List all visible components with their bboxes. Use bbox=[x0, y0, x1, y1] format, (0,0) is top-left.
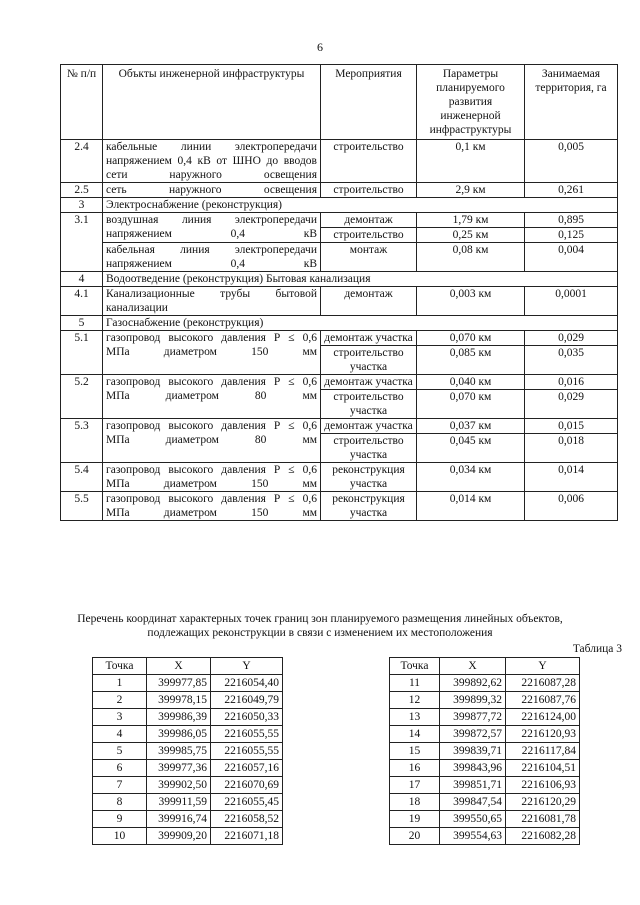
measure: строительство bbox=[321, 228, 417, 243]
table-row bbox=[93, 675, 283, 692]
row-number: 5 bbox=[61, 316, 103, 331]
measure: монтаж bbox=[321, 243, 417, 272]
header-measure: Мероприятия bbox=[321, 65, 417, 140]
row-number: 5.5 bbox=[61, 492, 103, 521]
point-number: 12 bbox=[390, 692, 440, 709]
area-value: 0,029 bbox=[525, 331, 618, 346]
header-parameters: Параметры планируемого развития инженерной инфраструктуры bbox=[417, 65, 525, 140]
object-name: кабельные линии электропередачи напряжением 0,4 кВ от ШНО до вводов сети наружного освещения bbox=[103, 140, 321, 183]
table-row bbox=[93, 777, 283, 794]
area-value: 0,029 bbox=[525, 390, 618, 419]
row-number: 5.2 bbox=[61, 375, 103, 419]
y-coordinate: 2216058,52 bbox=[211, 811, 283, 828]
y-coordinate: 2216087,76 bbox=[506, 692, 580, 709]
measure: демонтаж bbox=[321, 287, 417, 316]
row-number: 5.4 bbox=[61, 463, 103, 492]
object-name: воздушная линия электропередачи напряжением 0,4 кВ bbox=[103, 213, 321, 243]
parameter-value: 0,034 км bbox=[417, 463, 525, 492]
table-row bbox=[93, 811, 283, 828]
table-row bbox=[390, 760, 580, 777]
y-coordinate: 2216055,45 bbox=[211, 794, 283, 811]
x-coordinate: 399909,20 bbox=[147, 828, 211, 845]
point-number: 9 bbox=[93, 811, 147, 828]
point-number: 19 bbox=[390, 811, 440, 828]
y-coordinate: 2216055,55 bbox=[211, 726, 283, 743]
table-row bbox=[61, 183, 618, 198]
y-coordinate: 2216087,28 bbox=[506, 675, 580, 692]
point-number: 5 bbox=[93, 743, 147, 760]
point-number: 16 bbox=[390, 760, 440, 777]
table-row bbox=[61, 492, 618, 521]
y-coordinate: 2216124,00 bbox=[506, 709, 580, 726]
area-value: 0,018 bbox=[525, 434, 618, 463]
x-coordinate: 399916,74 bbox=[147, 811, 211, 828]
area-value: 0,005 bbox=[525, 140, 618, 183]
table-header-row bbox=[390, 658, 580, 675]
parameter-value: 0,1 км bbox=[417, 140, 525, 183]
header-x: X bbox=[147, 658, 211, 675]
point-number: 13 bbox=[390, 709, 440, 726]
section-row bbox=[61, 316, 618, 331]
table-row bbox=[390, 743, 580, 760]
measure: реконструкция участка bbox=[321, 463, 417, 492]
area-value: 0,014 bbox=[525, 463, 618, 492]
x-coordinate: 399977,85 bbox=[147, 675, 211, 692]
x-coordinate: 399986,05 bbox=[147, 726, 211, 743]
x-coordinate: 399550,65 bbox=[440, 811, 506, 828]
table-row bbox=[61, 419, 618, 434]
point-number: 18 bbox=[390, 794, 440, 811]
y-coordinate: 2216071,18 bbox=[211, 828, 283, 845]
table-row bbox=[390, 828, 580, 845]
y-coordinate: 2216050,33 bbox=[211, 709, 283, 726]
x-coordinate: 399977,36 bbox=[147, 760, 211, 777]
object-name: кабельная линия электропередачи напряжением 0,4 кВ bbox=[103, 243, 321, 272]
measure: строительство участка bbox=[321, 346, 417, 375]
object-name: газопровод высокого давления Р ≤ 0,6 МПа диаметром 150 мм bbox=[103, 463, 321, 492]
parameter-value: 0,003 км bbox=[417, 287, 525, 316]
header-x: X bbox=[440, 658, 506, 675]
table-row bbox=[93, 709, 283, 726]
x-coordinate: 399892,62 bbox=[440, 675, 506, 692]
row-number: 5.3 bbox=[61, 419, 103, 463]
table-row bbox=[93, 794, 283, 811]
parameter-value: 2,9 км bbox=[417, 183, 525, 198]
x-coordinate: 399978,15 bbox=[147, 692, 211, 709]
object-name: Канализационные трубы бытовой канализации bbox=[103, 287, 321, 316]
row-number: 3.1 bbox=[61, 213, 103, 272]
table-3-label: Таблица 3 bbox=[572, 643, 622, 655]
parameter-value: 0,037 км bbox=[417, 419, 525, 434]
row-number: 5.1 bbox=[61, 331, 103, 375]
section-title: Газоснабжение (реконструкция) bbox=[103, 316, 618, 331]
table-row bbox=[93, 743, 283, 760]
header-object: Объкты инженерной инфраструктуры bbox=[103, 65, 321, 140]
area-value: 0,895 bbox=[525, 213, 618, 228]
point-number: 3 bbox=[93, 709, 147, 726]
measure: строительство bbox=[321, 140, 417, 183]
section-title: Водоотведение (реконструкция) Бытовая канализация bbox=[103, 272, 618, 287]
table-row bbox=[61, 287, 618, 316]
table-row bbox=[61, 243, 618, 272]
object-name: газопровод высокого давления Р ≤ 0,6 МПа диаметром 80 мм bbox=[103, 419, 321, 463]
table-row bbox=[390, 709, 580, 726]
x-coordinate: 399985,75 bbox=[147, 743, 211, 760]
table-row bbox=[93, 828, 283, 845]
measure: демонтаж участка bbox=[321, 375, 417, 390]
y-coordinate: 2216070,69 bbox=[211, 777, 283, 794]
x-coordinate: 399902,50 bbox=[147, 777, 211, 794]
table-row bbox=[61, 331, 618, 346]
point-number: 1 bbox=[93, 675, 147, 692]
table-header-row bbox=[93, 658, 283, 675]
y-coordinate: 2216120,29 bbox=[506, 794, 580, 811]
table-row bbox=[390, 811, 580, 828]
x-coordinate: 399839,71 bbox=[440, 743, 506, 760]
y-coordinate: 2216120,93 bbox=[506, 726, 580, 743]
object-name: газопровод высокого давления Р ≤ 0,6 МПа диаметром 150 мм bbox=[103, 492, 321, 521]
table-row bbox=[390, 777, 580, 794]
table-row bbox=[93, 726, 283, 743]
measure: строительство bbox=[321, 183, 417, 198]
coordinates-caption: Перечень координат характерных точек границ зон планируемого размещения линейных объектов, подлежащих реконструкции в связи с изменением их местоположения bbox=[77, 613, 563, 639]
section-title: Электроснабжение (реконструкция) bbox=[103, 198, 618, 213]
parameter-value: 0,014 км bbox=[417, 492, 525, 521]
y-coordinate: 2216081,78 bbox=[506, 811, 580, 828]
y-coordinate: 2216057,16 bbox=[211, 760, 283, 777]
row-number: 4.1 bbox=[61, 287, 103, 316]
point-number: 4 bbox=[93, 726, 147, 743]
y-coordinate: 2216104,51 bbox=[506, 760, 580, 777]
measure: реконструкция участка bbox=[321, 492, 417, 521]
y-coordinate: 2216049,79 bbox=[211, 692, 283, 709]
y-coordinate: 2216054,40 bbox=[211, 675, 283, 692]
x-coordinate: 399872,57 bbox=[440, 726, 506, 743]
table-header-row bbox=[61, 65, 618, 140]
object-name: сеть наружного освещения bbox=[103, 183, 321, 198]
parameter-value: 0,25 км bbox=[417, 228, 525, 243]
point-number: 6 bbox=[93, 760, 147, 777]
y-coordinate: 2216106,93 bbox=[506, 777, 580, 794]
infrastructure-table bbox=[60, 64, 618, 521]
x-coordinate: 399899,32 bbox=[440, 692, 506, 709]
measure: строительство участка bbox=[321, 390, 417, 419]
measure: демонтаж bbox=[321, 213, 417, 228]
x-coordinate: 399847,54 bbox=[440, 794, 506, 811]
x-coordinate: 399986,39 bbox=[147, 709, 211, 726]
y-coordinate: 2216082,28 bbox=[506, 828, 580, 845]
x-coordinate: 399851,71 bbox=[440, 777, 506, 794]
point-number: 14 bbox=[390, 726, 440, 743]
area-value: 0,035 bbox=[525, 346, 618, 375]
parameter-value: 1,79 км bbox=[417, 213, 525, 228]
point-number: 15 bbox=[390, 743, 440, 760]
x-coordinate: 399843,96 bbox=[440, 760, 506, 777]
y-coordinate: 2216117,84 bbox=[506, 743, 580, 760]
header-y: Y bbox=[506, 658, 580, 675]
parameter-value: 0,070 км bbox=[417, 331, 525, 346]
table-row bbox=[61, 213, 618, 228]
header-number: № п/п bbox=[61, 65, 103, 140]
table-row bbox=[61, 375, 618, 390]
area-value: 0,0001 bbox=[525, 287, 618, 316]
row-number: 3 bbox=[61, 198, 103, 213]
header-y: Y bbox=[211, 658, 283, 675]
x-coordinate: 399911,59 bbox=[147, 794, 211, 811]
area-value: 0,015 bbox=[525, 419, 618, 434]
measure: демонтаж участка bbox=[321, 419, 417, 434]
parameter-value: 0,045 км bbox=[417, 434, 525, 463]
table-row bbox=[93, 692, 283, 709]
x-coordinate: 399877,72 bbox=[440, 709, 506, 726]
row-number: 4 bbox=[61, 272, 103, 287]
area-value: 0,006 bbox=[525, 492, 618, 521]
area-value: 0,261 bbox=[525, 183, 618, 198]
section-row bbox=[61, 198, 618, 213]
page-number: 6 bbox=[317, 40, 323, 54]
x-coordinate: 399554,63 bbox=[440, 828, 506, 845]
area-value: 0,016 bbox=[525, 375, 618, 390]
measure: демонтаж участка bbox=[321, 331, 417, 346]
table-row bbox=[61, 463, 618, 492]
point-number: 7 bbox=[93, 777, 147, 794]
point-number: 17 bbox=[390, 777, 440, 794]
section-row bbox=[61, 272, 618, 287]
header-point: Точка bbox=[93, 658, 147, 675]
point-number: 2 bbox=[93, 692, 147, 709]
point-number: 20 bbox=[390, 828, 440, 845]
measure: строительство участка bbox=[321, 434, 417, 463]
header-point: Точка bbox=[390, 658, 440, 675]
object-name: газопровод высокого давления Р ≤ 0,6 МПа диаметром 80 мм bbox=[103, 375, 321, 419]
parameter-value: 0,08 км bbox=[417, 243, 525, 272]
table-row bbox=[93, 760, 283, 777]
table-row bbox=[61, 140, 618, 183]
row-number: 2.5 bbox=[61, 183, 103, 198]
coordinates-table-right bbox=[389, 657, 580, 845]
table-row bbox=[390, 675, 580, 692]
table-row bbox=[390, 692, 580, 709]
header-area: Занимаемая территория, га bbox=[525, 65, 618, 140]
table-row bbox=[390, 726, 580, 743]
parameter-value: 0,040 км bbox=[417, 375, 525, 390]
parameter-value: 0,085 км bbox=[417, 346, 525, 375]
coordinates-table-left bbox=[92, 657, 283, 845]
parameter-value: 0,070 км bbox=[417, 390, 525, 419]
object-name: газопровод высокого давления Р ≤ 0,6 МПа диаметром 150 мм bbox=[103, 331, 321, 375]
point-number: 10 bbox=[93, 828, 147, 845]
area-value: 0,125 bbox=[525, 228, 618, 243]
point-number: 11 bbox=[390, 675, 440, 692]
point-number: 8 bbox=[93, 794, 147, 811]
y-coordinate: 2216055,55 bbox=[211, 743, 283, 760]
row-number: 2.4 bbox=[61, 140, 103, 183]
area-value: 0,004 bbox=[525, 243, 618, 272]
table-row bbox=[390, 794, 580, 811]
